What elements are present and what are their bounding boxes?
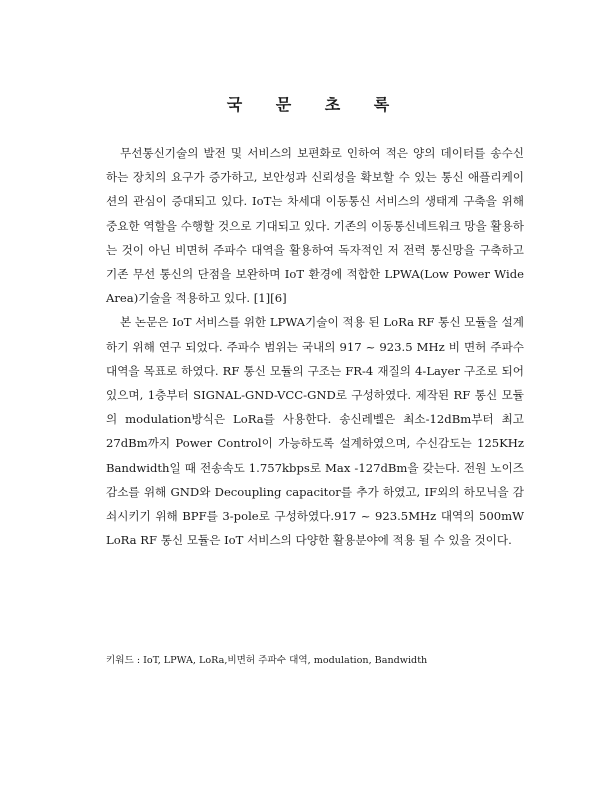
abstract-paragraph-1: 무선통신기술의 발전 및 서비스의 보편화로 인하여 적은 양의 데이터를 송수신 하는 장치의 요구가 증가하고, 보안성과 신뢰성을 확보할 수 있는 통신 애플리케이션의 관심이 증대되고 있다. IoT는 차세대 이동통신 서비스의 생태계 구축을 위해 중요한 역할을 수행할 것으로 기대되고 있다. 기존의 이동통신네트워크 망을 활용하는 것이 아닌 비면허 주파수 대역을 활용하여 독자적인 저 전력 통신망을 구축하고 기존 무선 통신의 단점을 보완하며 IoT 환경에 적합한 LPWA(Low Power Wide Area)기술을 적용하고 있다. [1][6] <box>106 146 524 306</box>
abstract-paragraph-2: 본 논문은 IoT 서비스를 위한 LPWA기술이 적용 된 LoRa RF 통신 모듈을 설계하기 위해 연구 되었다. 주파수 범위는 국내의 917 ~ 923.5 MHz 비 면허 주파수 대역을 목표로 하였다. RF 통신 모듈의 구조는 FR-4 재질의 4-Layer 구조로 되어있으며, 1층부터 SIGNAL-GND-VCC-GND로 구성하였다. 제작된 RF 통신 모듈의 modulation방식은 LoRa를 사용한다. 송신레벨은 최소-12dBm부터 최고 27dBm까지 Power Control이 가능하도록 설계하였으며, 수신감도는 125KHz Bandwidth일 때 전송속도 1.757kbps로 Max -127dBm을 갖는다. 전원 노이즈 감소를 위해 GND와 Decoupling capacitor를 추가 하였고, IF외의 하모닉을 감쇠시키기 위해 BPF를 3-pole로 구성하였다.917 ~ 923.5MHz 대역의 500mW LoRa RF 통신 모듈은 IoT 서비스의 다양한 활용분야에 적용 될 수 있을 것이다. <box>106 315 524 548</box>
keywords-line: 키워드 : IoT, LPWA, LoRa,비면허 주파수 대역, modulation, Bandwidth <box>106 655 428 666</box>
abstract-body <box>106 141 524 552</box>
page-title: 국 문 초 록 <box>226 95 404 114</box>
